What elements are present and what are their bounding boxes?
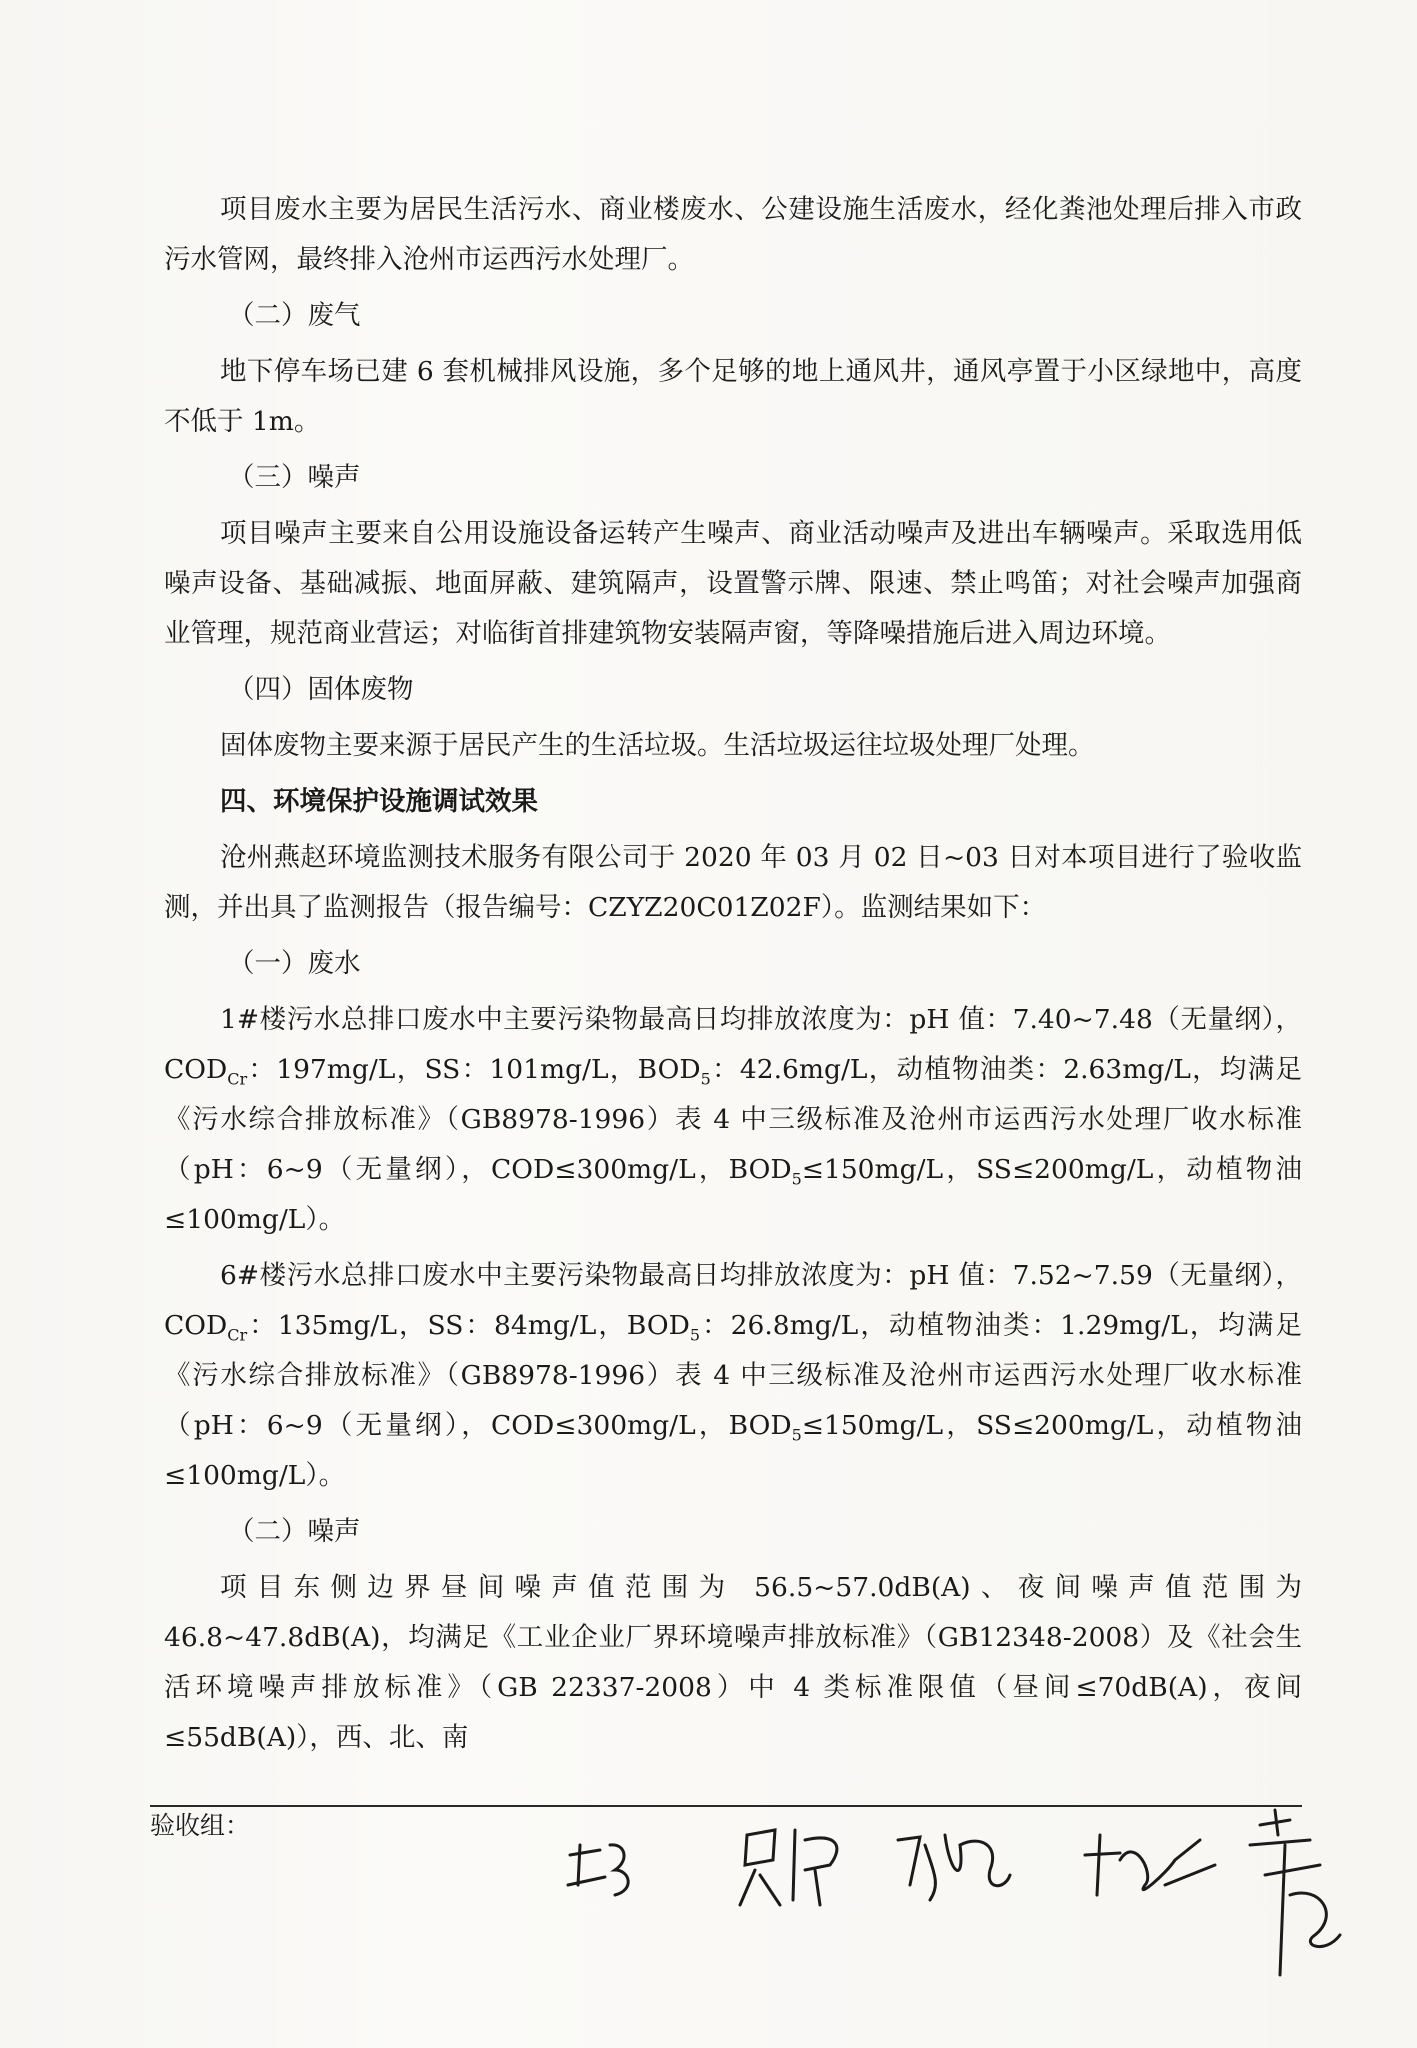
paragraph: 沧州燕赵环境监测技术服务有限公司于 2020 年 03 月 02 日~03 日对本项目进行了验收监测，并出具了监测报告（报告编号：CZYZ20C01Z02F）。监测结果如下： [164, 842, 1302, 923]
acceptance-group-label: 验收组： [150, 1811, 251, 1840]
signature-2 [735, 1815, 860, 1925]
paragraph: （二）废气 [228, 300, 361, 331]
document-body [164, 185, 1302, 1769]
section-heading: 四、环境保护设施调试效果 [220, 786, 538, 817]
signature-3 [890, 1815, 1020, 1925]
paragraph: （三）噪声 [228, 462, 361, 493]
paragraph: 地下停车场已建 6 套机械排风设施，多个足够的地上通风井，通风亭置于小区绿地中，高度不低于 1m。 [164, 356, 1302, 437]
signature-1 [560, 1815, 650, 1925]
paragraph: （一）废水 [228, 948, 361, 979]
paragraph: 项目废水主要为居民生活污水、商业楼废水、公建设施生活废水，经化粪池处理后排入市政污水管网，最终排入沧州市运西污水处理厂。 [164, 194, 1302, 275]
paragraph: 项目东侧边界昼间噪声值范围为 56.5~57.0dB(A)、夜间噪声值范围为 46.8~47.8dB(A)，均满足《工业企业厂界环境噪声排放标准》（GB12348-2008）及《社会生活环境噪声排放标准》（GB 22337-2008）中 4 类标准限值（昼间≤70dB(A)，夜间≤55dB(A)），西、北、南 [164, 1572, 1302, 1753]
paragraph: 固体废物主要来源于居民产生的生活垃圾。生活垃圾运往垃圾处理厂处理。 [220, 730, 1095, 761]
paragraph: 6#楼污水总排口废水中主要污染物最高日均排放浓度为：pH 值：7.52~7.59（无量纲），$COD_{Cr}$：135mg/L，SS：84mg/L，$BOD_5$：26.8mg/L，动植物油类：1.29mg/L，均满足《污水综合排放标准》（GB8978-1996）表 4 中三级标准及沧州市运西污水处理厂收水标准（pH：6~9（无量纲），COD≤300mg/L，$BOD_5\le 150mg/L$，SS≤200mg/L，动植物油≤100mg/L）。 [164, 1260, 1302, 1491]
paragraph: （二）噪声 [228, 1516, 361, 1547]
paragraph: 项目噪声主要来自公用设施设备运转产生噪声、商业活动噪声及进出车辆噪声。采取选用低噪声设备、基础减振、地面屏蔽、建筑隔声，设置警示牌、限速、禁止鸣笛；对社会噪声加强商业管理，规范商业营运；对临街首排建筑物安装隔声窗，等降噪措施后进入周边环境。 [164, 518, 1302, 649]
paragraph: 1#楼污水总排口废水中主要污染物最高日均排放浓度为：pH 值：7.40~7.48（无量纲），$COD_{Cr}$：197mg/L，SS：101mg/L，$BOD_5$：42.6mg/L，动植物油类：2.63mg/L，均满足《污水综合排放标准》（GB8978-1996）表 4 中三级标准及沧州市运西污水处理厂收水标准（pH：6~9（无量纲），COD≤300mg/L，$BOD_5\le 150mg/L$，SS≤200mg/L，动植物油≤100mg/L）。 [164, 1004, 1302, 1235]
signature-4 [1075, 1815, 1225, 1925]
paragraph: （四）固体废物 [228, 674, 414, 705]
signature-5 [1230, 1805, 1350, 1985]
footer-divider [150, 1805, 1302, 1807]
